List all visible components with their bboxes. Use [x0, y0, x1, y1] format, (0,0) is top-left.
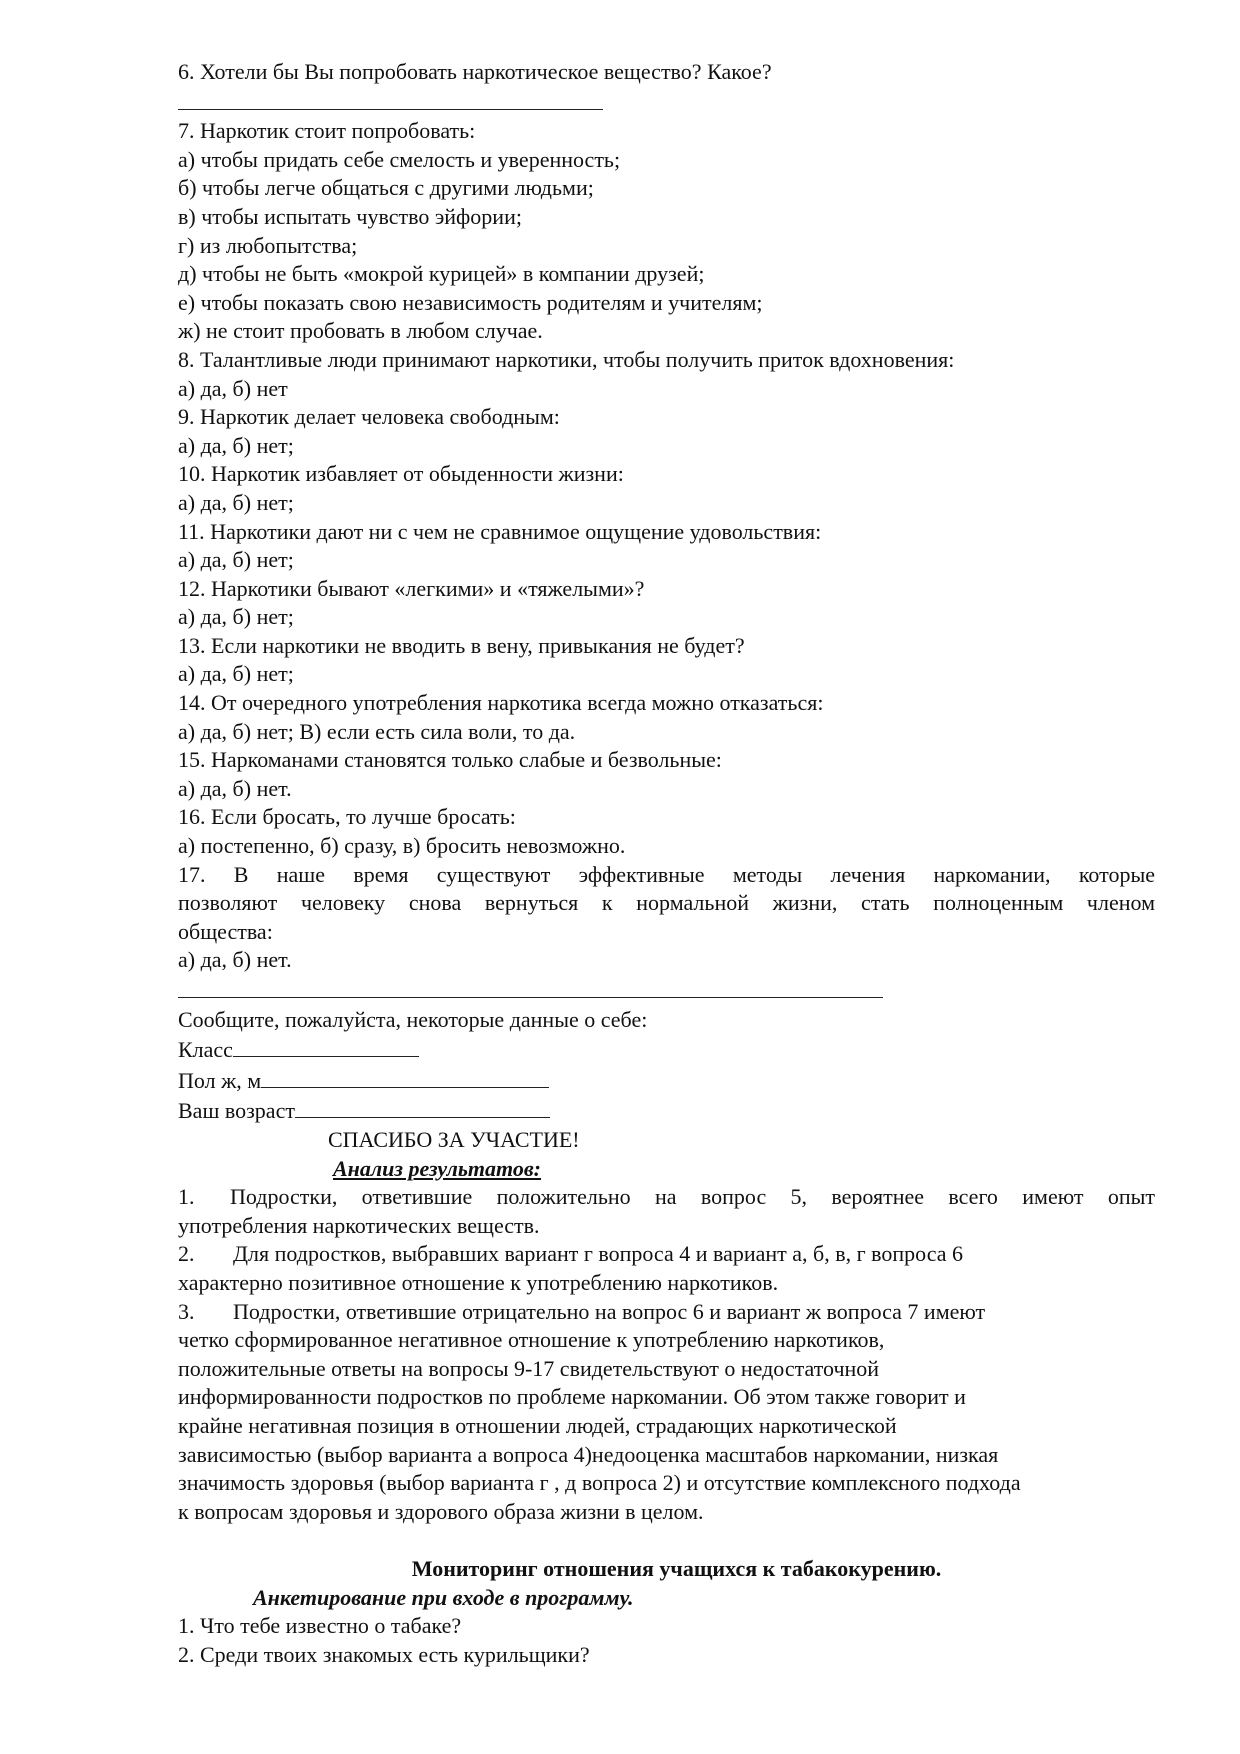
question-17-answer: а) да, б) нет. [178, 947, 292, 973]
question-7-title: 7. Наркотик стоит попробовать: [178, 118, 476, 144]
separator-line [178, 975, 1155, 1006]
analysis-item-3-line-2: четко сформированное негативное отношение к употреблению наркотиков, [178, 1327, 885, 1353]
question-8-answer: а) да, б) нет [178, 375, 288, 401]
analysis-item-3-line-3: положительные ответы на вопросы 9-17 свидетельствуют о недостаточной [178, 1355, 880, 1381]
class-field [178, 1034, 1155, 1065]
question-7-option-v: в) чтобы испытать чувство эйфории; [178, 203, 522, 229]
analysis-item-1-line-1 [178, 1183, 1155, 1212]
analysis-item-3-line-1 [178, 1298, 1155, 1327]
monitoring-question-1: 1. Что тебе известно о табаке? [178, 1613, 462, 1639]
analysis-item-1-number: 1. [178, 1184, 195, 1210]
analysis-item-2-number: 2. [178, 1241, 195, 1267]
question-9-title: 9. Наркотик делает человека свободным: [178, 404, 560, 430]
question-14-title: 14. От очередного употребления наркотика всегда можно отказаться: [178, 690, 824, 716]
question-13-answer: а) да, б) нет; [178, 661, 294, 687]
personal-intro: Сообщите, пожалуйста, некоторые данные о себе: [178, 1006, 648, 1032]
analysis-item-2-text: Для подростков, выбравших вариант г вопроса 4 и вариант а, б, в, г вопроса 6 [233, 1241, 964, 1267]
monitoring-subtitle: Анкетирование при входе в программу. [253, 1584, 634, 1610]
question-13-title: 13. Если наркотики не вводить в вену, привыкания не будет? [178, 632, 745, 658]
sex-field [178, 1065, 1155, 1096]
analysis-item-1-text: Подростки, ответившие положительно на вопрос 5, вероятнее всего имеют опыт [230, 1184, 1155, 1210]
analysis-item-3-number: 3. [178, 1298, 195, 1324]
question-6-number: 6 [178, 59, 189, 84]
document-page [178, 58, 1155, 1670]
question-12-answer: а) да, б) нет; [178, 604, 294, 630]
analysis-item-2-line-1 [178, 1240, 1155, 1269]
divider [178, 975, 883, 998]
question-11-answer: а) да, б) нет; [178, 547, 294, 573]
question-6-text: . Хотели бы Вы попробовать наркотическое вещество? Какое? [189, 59, 772, 84]
question-12-title: 12. Наркотики бывают «легкими» и «тяжелыми»? [178, 575, 645, 601]
question-6-answer-line [178, 87, 1155, 118]
question-10-answer: а) да, б) нет; [178, 489, 294, 515]
question-16-answer: а) постепенно, б) сразу, в) бросить невозможно. [178, 833, 626, 859]
question-15-answer: а) да, б) нет. [178, 775, 292, 801]
question-7-option-b: б) чтобы легче общаться с другими людьми; [178, 175, 594, 201]
question-14-answer: а) да, б) нет; В) если есть сила воли, то да. [178, 718, 576, 744]
monitoring-question-2: 2. Среди твоих знакомых есть курильщики? [178, 1642, 590, 1668]
age-label: Ваш возраст [178, 1098, 295, 1124]
analysis-item-3-line-7: значимость здоровья (выбор варианта г , д вопроса 2) и отсутствие комплексного подхода [178, 1470, 1021, 1496]
question-7-option-zh: ж) не стоит пробовать в любом случае. [178, 318, 543, 344]
question-10-title: 10. Наркотик избавляет от обыденности жизни: [178, 461, 624, 487]
class-label: Класс [178, 1037, 233, 1063]
analysis-item-3-line-4: информированности подростков по проблеме наркомании. Об этом также говорит и [178, 1384, 966, 1410]
question-7-option-a: а) чтобы придать себе смелость и уверенность; [178, 146, 621, 172]
thanks-heading: СПАСИБО ЗА УЧАСТИЕ! [328, 1126, 580, 1152]
question-17-line-3: общества: [178, 918, 273, 944]
answer-blank[interactable] [178, 87, 603, 110]
question-7-option-d: д) чтобы не быть «мокрой курицей» в компании друзей; [178, 261, 705, 287]
question-6 [178, 58, 1155, 87]
section-spacer [178, 1526, 1155, 1555]
age-input[interactable] [295, 1095, 550, 1118]
question-17-line-2: позволяют человеку снова вернуться к нормальной жизни, стать полноценным членом [178, 890, 1155, 916]
analysis-item-3-text: Подростки, ответившие отрицательно на вопрос 6 и вариант ж вопроса 7 имеют [233, 1298, 986, 1324]
question-9-answer: а) да, б) нет; [178, 432, 294, 458]
question-17-line-1: 17. В наше время существуют эффективные методы лечения наркомании, которые [178, 861, 1155, 887]
question-7-option-g: г) из любопытства; [178, 232, 358, 258]
class-input[interactable] [233, 1034, 419, 1057]
sex-label: Пол ж, м [178, 1067, 262, 1093]
analysis-item-3-line-8: к вопросам здоровья и здорового образа жизни в целом. [178, 1498, 704, 1524]
analysis-title: Анализ результатов: [333, 1155, 542, 1181]
analysis-item-2-line-2: характерно позитивное отношение к употреблению наркотиков. [178, 1269, 779, 1295]
question-15-title: 15. Наркоманами становятся только слабые и безвольные: [178, 747, 722, 773]
question-8-title: 8. Талантливые люди принимают наркотики, чтобы получить приток вдохновения: [178, 346, 955, 372]
age-field [178, 1095, 1155, 1126]
sex-input[interactable] [261, 1065, 549, 1088]
analysis-item-3-line-5: крайне негативная позиция в отношении людей, страдающих наркотической [178, 1412, 897, 1438]
question-16-title: 16. Если бросать, то лучше бросать: [178, 804, 516, 830]
question-11-title: 11. Наркотики дают ни с чем не сравнимое ощущение удовольствия: [178, 518, 822, 544]
analysis-item-3-line-6: зависимостью (выбор варианта а вопроса 4)недооценка масштабов наркомании, низкая [178, 1441, 999, 1467]
question-7-option-e: е) чтобы показать свою независимость родителям и учителям; [178, 289, 763, 315]
monitoring-title: Мониторинг отношения учащихся к табакокурению. [411, 1556, 942, 1582]
analysis-item-1-line-2: употребления наркотических веществ. [178, 1212, 540, 1238]
